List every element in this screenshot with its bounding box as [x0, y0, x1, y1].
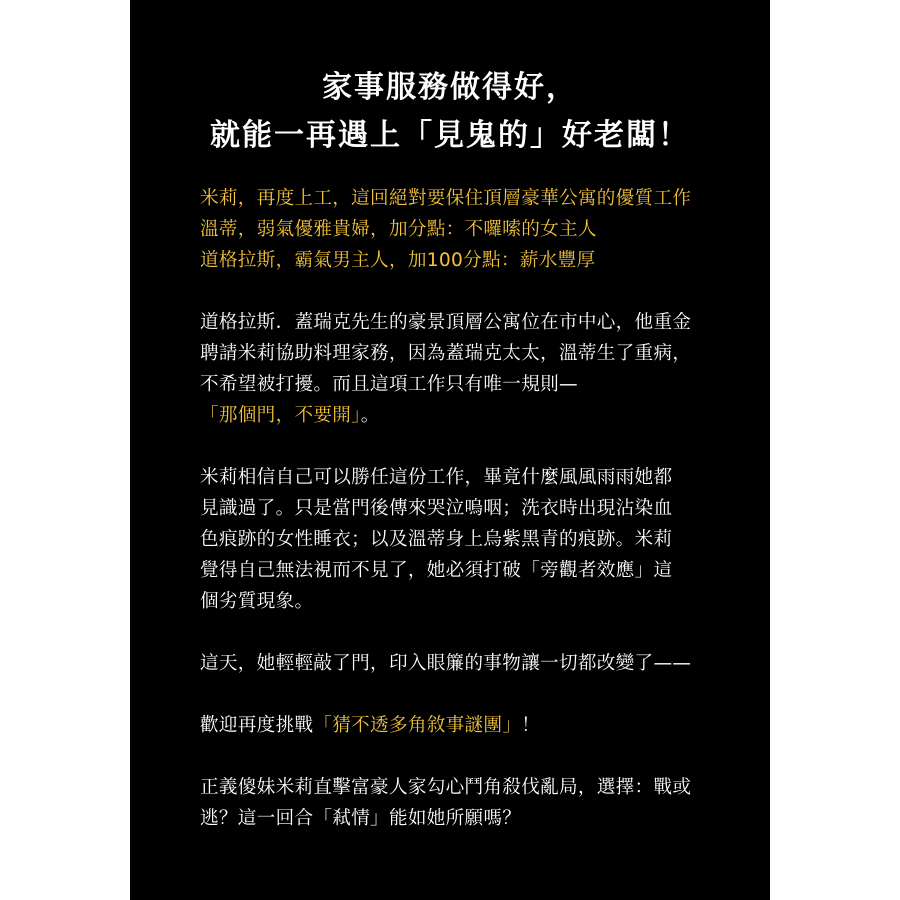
paragraph-line: 正義傻妹米莉直擊富豪人家勾心鬥角殺伐亂局，選擇：戰或	[200, 777, 692, 798]
paragraph-turn	[200, 648, 740, 679]
paragraph-line: 逃？這一回合「弒情」能如她所願嗎？	[200, 808, 522, 829]
paragraph-line: 聘請米莉協助料理家務，因為蓋瑞克太太，溫蒂生了重病，	[200, 343, 692, 364]
paragraph-line: 見識過了。只是當門後傳來哭泣嗚咽；洗衣時出現沾染血	[200, 498, 673, 519]
paragraph-line: 色痕跡的女性睡衣；以及溫蒂身上烏紫黑青的痕跡。米莉	[200, 529, 673, 550]
headline	[130, 64, 770, 160]
character-taglines	[200, 183, 740, 276]
challenge-line	[200, 710, 740, 741]
paragraph-line: 覺得自己無法視而不見了，她必須打破「旁觀者效應」這	[200, 560, 673, 581]
paragraph-conflict	[200, 462, 740, 617]
rule-quote: 「那個門，不要開」	[200, 405, 361, 426]
headline-line-1: 家事服務做得好，	[322, 70, 578, 105]
challenge-suffix: ！	[521, 715, 541, 736]
rule-line	[200, 400, 740, 431]
challenge-prefix: 歡迎再度挑戰	[200, 715, 314, 736]
paragraph-line: 米莉相信自己可以勝任這份工作，畢竟什麼風風雨雨她都	[200, 467, 673, 488]
description-body	[200, 183, 740, 865]
paragraph-line: 道格拉斯．蓋瑞克先生的豪景頂層公寓位在市中心，他重金	[200, 312, 692, 333]
tagline-millie: 米莉，再度上工，這回絕對要保住頂層豪華公寓的優質工作	[200, 188, 692, 209]
headline-line-2: 就能一再遇上「見鬼的」好老闆！	[210, 118, 690, 153]
book-description-panel	[130, 0, 770, 900]
rule-end: 。	[360, 405, 380, 426]
paragraph-line: 個劣質現象。	[200, 591, 314, 612]
tagline-wendy: 溫蒂，弱氣優雅貴婦，加分點：不囉嗦的女主人	[200, 219, 597, 240]
paragraph-challenge	[200, 710, 740, 741]
paragraph-closing	[200, 772, 740, 834]
paragraph-setup	[200, 307, 740, 431]
paragraph-line: 不希望被打擾。而且這項工作只有唯一規則—	[200, 374, 578, 395]
paragraph-line: 這天，她輕輕敲了門，印入眼簾的事物讓一切都改變了——	[200, 653, 692, 674]
tagline-douglas: 道格拉斯，霸氣男主人，加100分點：薪水豐厚	[200, 250, 596, 271]
challenge-highlight: 「猜不透多角敘事謎團」	[313, 715, 522, 736]
